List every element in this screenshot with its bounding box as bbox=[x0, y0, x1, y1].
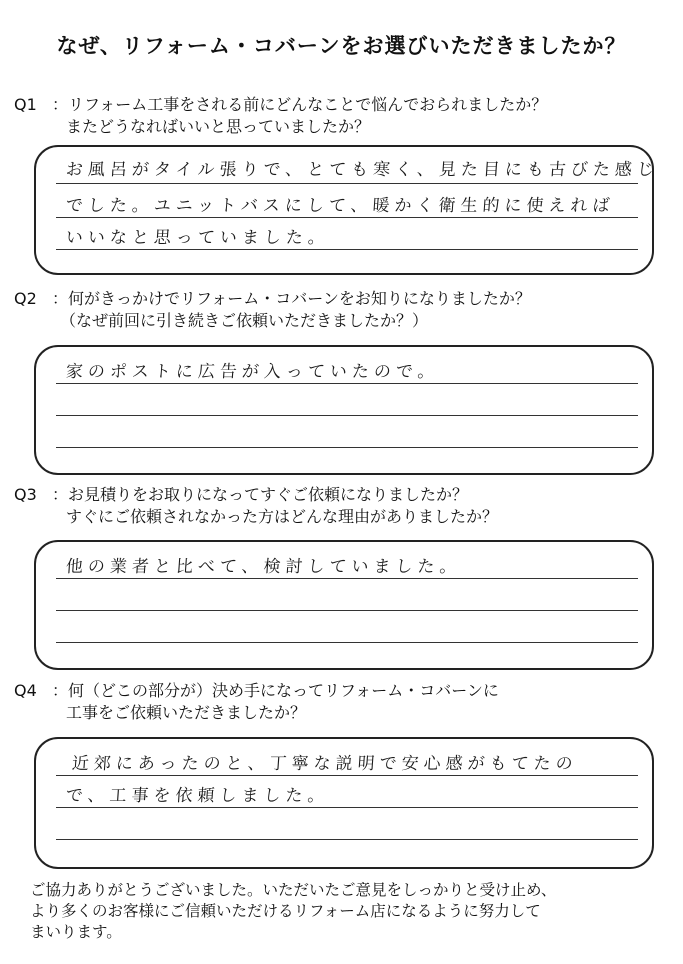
closing-line-3: まいります。 bbox=[30, 923, 122, 941]
answer-2-rule-1 bbox=[56, 383, 638, 384]
answer-4-rule-2 bbox=[56, 807, 638, 808]
answer-3-rule-2 bbox=[56, 610, 638, 611]
question-3-line-2: すぐにご依頼されなかった方はどんな理由がありましたか？ bbox=[66, 507, 499, 526]
answer-box-2 bbox=[34, 345, 654, 475]
answer-1-rule-2 bbox=[56, 217, 638, 218]
question-2-line-1: ：何がきっかけでリフォーム・コバーンをお知りになりましたか？ bbox=[52, 289, 531, 308]
answer-box-1 bbox=[34, 145, 660, 275]
answer-box-3 bbox=[34, 540, 654, 670]
answer-1-rule-3 bbox=[56, 249, 638, 250]
closing-message bbox=[30, 880, 670, 943]
closing-line-2: より多くのお客様にご信頼いただけるリフォーム店になるように努力して bbox=[30, 902, 541, 920]
question-1-line-1: ：リフォーム工事をされる前にどんなことで悩んでおられましたか？ bbox=[52, 95, 548, 114]
closing-line-1: ご協力ありがとうございました。いただいたご意見をしっかりと受け止め、 bbox=[30, 881, 557, 899]
answer-3-line-1: 他の業者と比べて、検討していました。 bbox=[65, 557, 463, 577]
answer-4-line-2: で、工事を依頼しました。 bbox=[65, 786, 331, 806]
answer-1-rule-1 bbox=[56, 183, 638, 184]
answer-3-rule-1 bbox=[56, 578, 638, 579]
answer-4-line-1: 近郊にあったのと、丁寧な説明で安心感がもてたの bbox=[71, 754, 579, 774]
question-4-id: Q4 bbox=[14, 681, 37, 700]
question-2-id: Q2 bbox=[14, 289, 37, 308]
answer-1-line-1: お風呂がタイル張りで、とても寒く、見た目にも古びた感じ bbox=[65, 160, 660, 180]
question-1-id: Q1 bbox=[14, 95, 37, 114]
question-4-line-2: 工事をご依頼いただきましたか？ bbox=[66, 703, 307, 722]
question-2-line-2: （なぜ前回に引き続きご依頼いただきましたか？） bbox=[60, 311, 429, 330]
answer-2-rule-3 bbox=[56, 447, 638, 448]
answer-box-4 bbox=[34, 737, 654, 869]
answer-4-rule-3 bbox=[56, 839, 638, 840]
page-title: なぜ、リフォーム・コバーンをお選びいただきましたか？ bbox=[56, 34, 627, 58]
question-1-line-2: またどうなればいいと思っていましたか？ bbox=[66, 117, 371, 136]
answer-1-line-2: でした。ユニットバスにして、暖かく衛生的に使えれば bbox=[65, 196, 616, 216]
question-3-line-1: ：お見積りをお取りになってすぐご依頼になりましたか？ bbox=[52, 485, 469, 504]
question-3-id: Q3 bbox=[14, 485, 37, 504]
answer-2-rule-2 bbox=[56, 415, 638, 416]
answer-2-line-1: 家のポストに広告が入っていたので。 bbox=[65, 362, 441, 382]
question-4-line-1: ：何（どこの部分が）決め手になってリフォーム・コバーンに bbox=[52, 681, 499, 700]
answer-1-line-3: いいなと思っていました。 bbox=[65, 228, 331, 248]
answer-4-rule-1 bbox=[56, 775, 638, 776]
answer-3-rule-3 bbox=[56, 642, 638, 643]
